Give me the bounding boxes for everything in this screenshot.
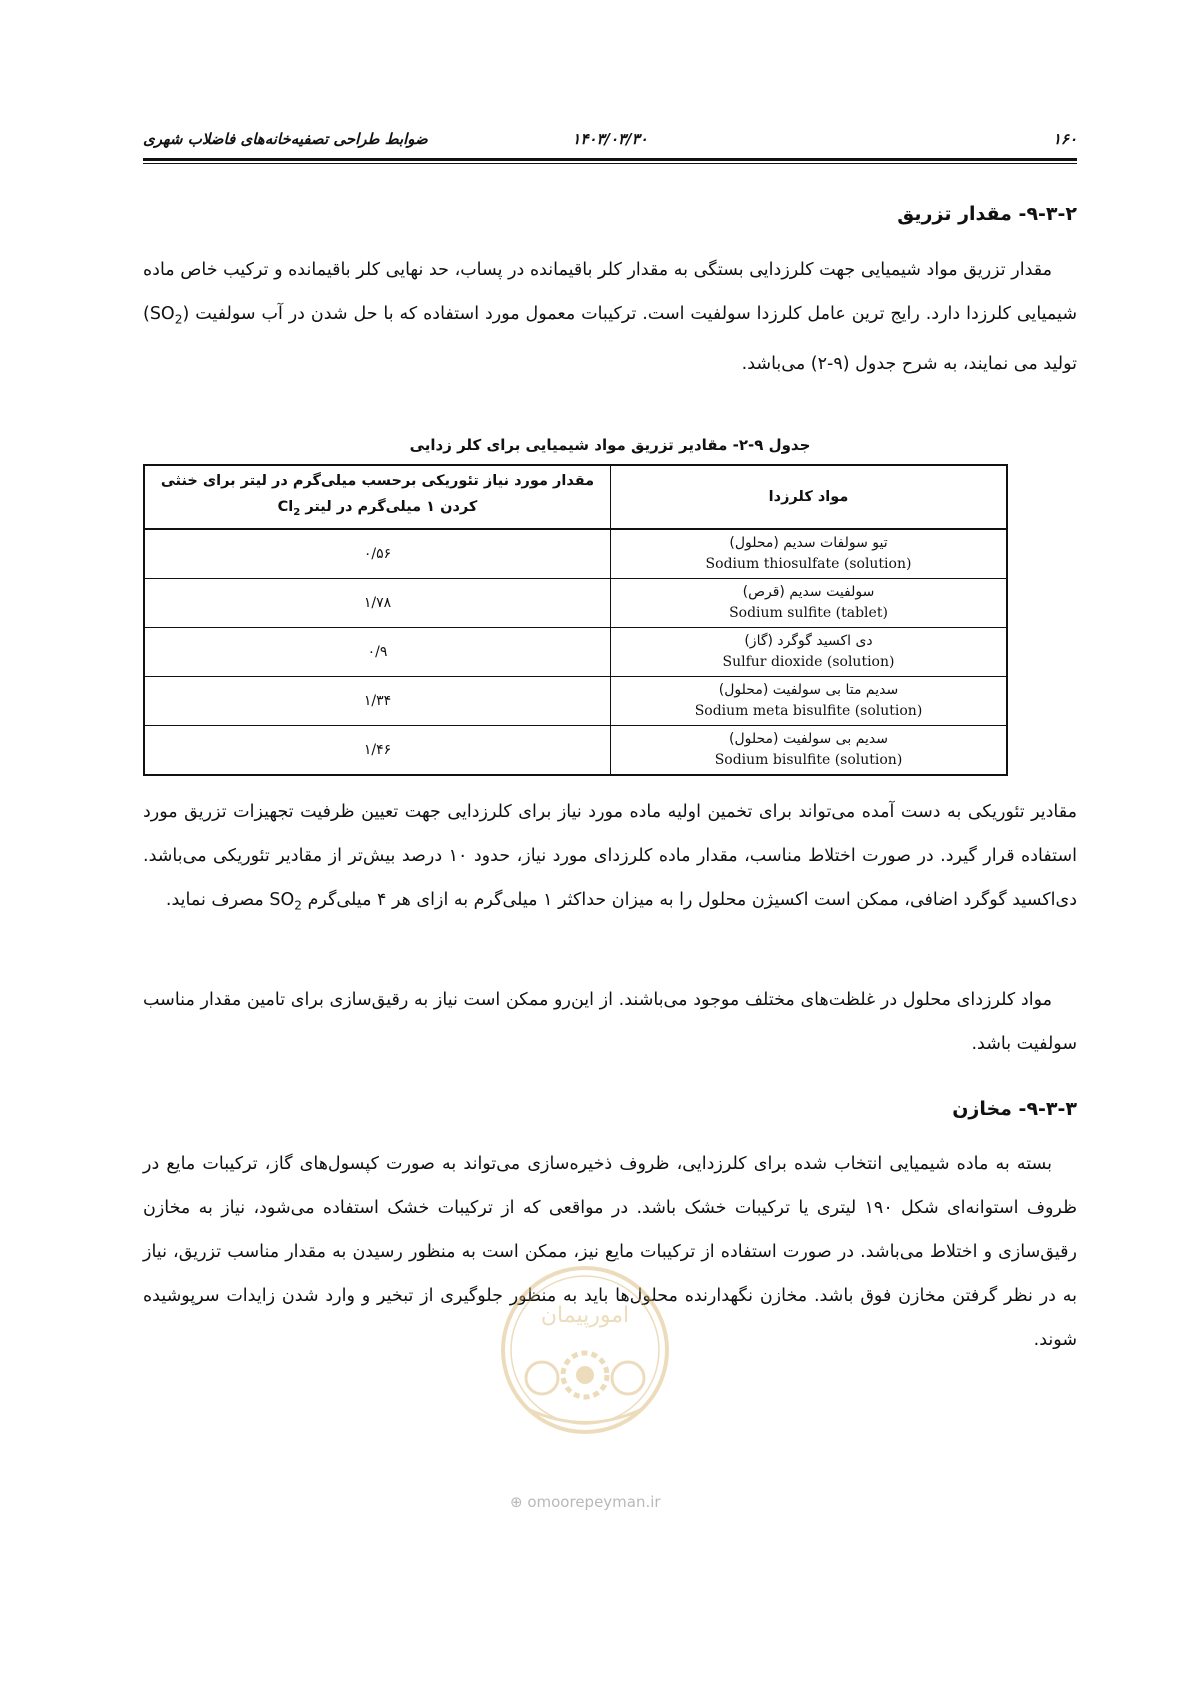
header-title: ضوابط طراحی تصفیه‌خانه‌های فاضلاب شهری xyxy=(143,130,428,148)
page-number: ۱۶۰ xyxy=(1052,130,1077,148)
header-date: ۱۴۰۳/۰۳/۳۰ xyxy=(572,130,648,148)
paragraph-intro: مقدار تزریق مواد شیمیایی جهت کلرزدایی بستگی به مقدار کلر باقیمانده در پساب، حد نهایی کلر باقیمانده و ترکیب خاص ماده شیمیایی کلرزدا دارد. رایج ترین عامل کلرزدا سولفیت است. ترکیبات معمول مورد استفاده که با حل شدن در آب سولفیت $(SO_2)$ تولید می نمایند، به شرح جدول (۹-۲) می‌باشد. xyxy=(143,260,1077,374)
header-rule xyxy=(143,158,1077,164)
material-cell: تیو سولفات سدیم (محلول) Sodium thiosulfate (solution) xyxy=(611,529,1008,579)
table-header-row xyxy=(144,465,1007,529)
dechlorination-table xyxy=(143,464,1008,776)
section-heading: ۹-۳-۳- مخازن xyxy=(952,1098,1077,1120)
page-header xyxy=(143,128,1077,156)
paragraph-dilution xyxy=(143,978,1077,1066)
paragraph-text: مواد کلرزدای محلول در غلظت‌های مختلف موجود می‌باشند. از این‌رو ممکن است نیاز به رقیق‌سازی برای تامین مقدار مناسب سولفیت باشد. xyxy=(143,990,1077,1054)
amount-cell: ۱/۷۸ xyxy=(144,579,611,628)
header-amount: مقدار مورد نیاز تئوریکی برحسب میلی‌گرم در لیتر برای خنثی کردن ۱ میلی‌گرم در لیتر $Cl_2$ xyxy=(144,465,611,529)
material-cell: سدیم متا بی سولفیت (محلول) Sodium meta bisulfite (solution) xyxy=(611,677,1008,726)
material-cell: سدیم بی سولفیت (محلول) Sodium bisulfite (solution) xyxy=(611,726,1008,776)
paragraph-text: مقدار تزریق مواد شیمیایی جهت کلرزدایی بستگی به مقدار کلر باقیمانده در پساب، حد نهایی کلر باقیمانده و ترکیب خاص ماده شیمیایی کلرزدا دارد. رایج ترین عامل کلرزدا سولفیت است. ترکیبات معمول مورد استفاده که با حل شدن در آب سولفیت (SO xyxy=(143,260,1077,324)
table-row xyxy=(144,579,1007,628)
paragraph-theoretical: مقادیر تئوریکی به دست آمده می‌تواند برای تخمین اولیه ماده مورد نیاز برای کلرزدایی جهت تعیین ظرفیت تجهیزات تزریق مورد استفاده قرار گیرد. در صورت اختلاط مناسب، مقدار ماده کلرزدای مورد نیاز، حدود ۱۰ درصد بیش‌تر از مقادیر تئوریکی می‌باشد. دی‌اکسید گوگرد اضافی، ممکن است اکسیژن محلول را به میزان حداکثر ۱ میلی‌گرم به ازای هر ۴ میلی‌گرم $SO_2$ مصرف نماید. xyxy=(143,802,1077,913)
svg-text:امورپیمان: امورپیمان xyxy=(540,1303,630,1328)
amount-cell: ۰/۹ xyxy=(144,628,611,677)
table-row xyxy=(144,529,1007,579)
table-row xyxy=(144,628,1007,677)
amount-cell: ۱/۴۶ xyxy=(144,726,611,776)
header-material: مواد کلرزدا xyxy=(611,465,1008,529)
section-heading: ۹-۳-۲- مقدار تزریق xyxy=(897,203,1077,225)
section-tanks xyxy=(143,1098,1077,1120)
material-cell: دی اکسید گوگرد (گاز) Sulfur dioxide (solution) xyxy=(611,628,1008,677)
watermark-logo xyxy=(490,1260,680,1440)
section-injection-amount xyxy=(143,203,1077,225)
table-caption: جدول ۹-۲- مقادیر تزریق مواد شیمیایی برای کلر زدایی xyxy=(409,436,811,454)
material-cell: سولفیت سدیم (قرص) Sodium sulfite (tablet) xyxy=(611,579,1008,628)
watermark-url: ⊕ omoorepeyman.ir xyxy=(510,1493,661,1511)
amount-cell: ۱/۳۴ xyxy=(144,677,611,726)
paragraph-text: مقادیر تئوریکی به دست آمده می‌تواند برای تخمین اولیه ماده مورد نیاز برای کلرزدایی جهت تعیین ظرفیت تجهیزات تزریق مورد استفاده قرار گیرد. در صورت اختلاط مناسب، مقدار ماده کلرزدای مورد نیاز، حدود ۱۰ درصد بیش‌تر از مقادیر تئوریکی می‌باشد. دی‌اکسید گوگرد اضافی، ممکن است اکسیژن محلول را به میزان حداکثر ۱ میلی‌گرم به ازای هر ۴ میلی‌گرم SO xyxy=(143,802,1077,910)
paragraph-text: بسته به ماده شیمیایی انتخاب شده برای کلرزدایی، ظروف ذخیره‌سازی می‌تواند به صورت کپسول‌های گاز، ترکیبات مایع در ظروف استوانه‌ای شکل ۱۹۰ لیتری یا ترکیبات خشک باشد. در مواقعی که از ترکیبات خشک استفاده می‌شود، نیاز به مخازن رقیق‌سازی و اختلاط می‌باشد. در صورت استفاده از ترکیبات مایع نیز، ممکن است به منظور رسیدن به مقدار مناسب تزریق، نیاز به در نظر گرفتن مخازن فوق باشد. مخازن نگهدارنده محلول‌ها باید به منظور جلوگیری از تبخیر و وارد شدن زایدات سرپوشیده شوند. xyxy=(143,1154,1077,1350)
table-row xyxy=(144,677,1007,726)
table-row xyxy=(144,726,1007,776)
amount-cell: ۰/۵۶ xyxy=(144,529,611,579)
